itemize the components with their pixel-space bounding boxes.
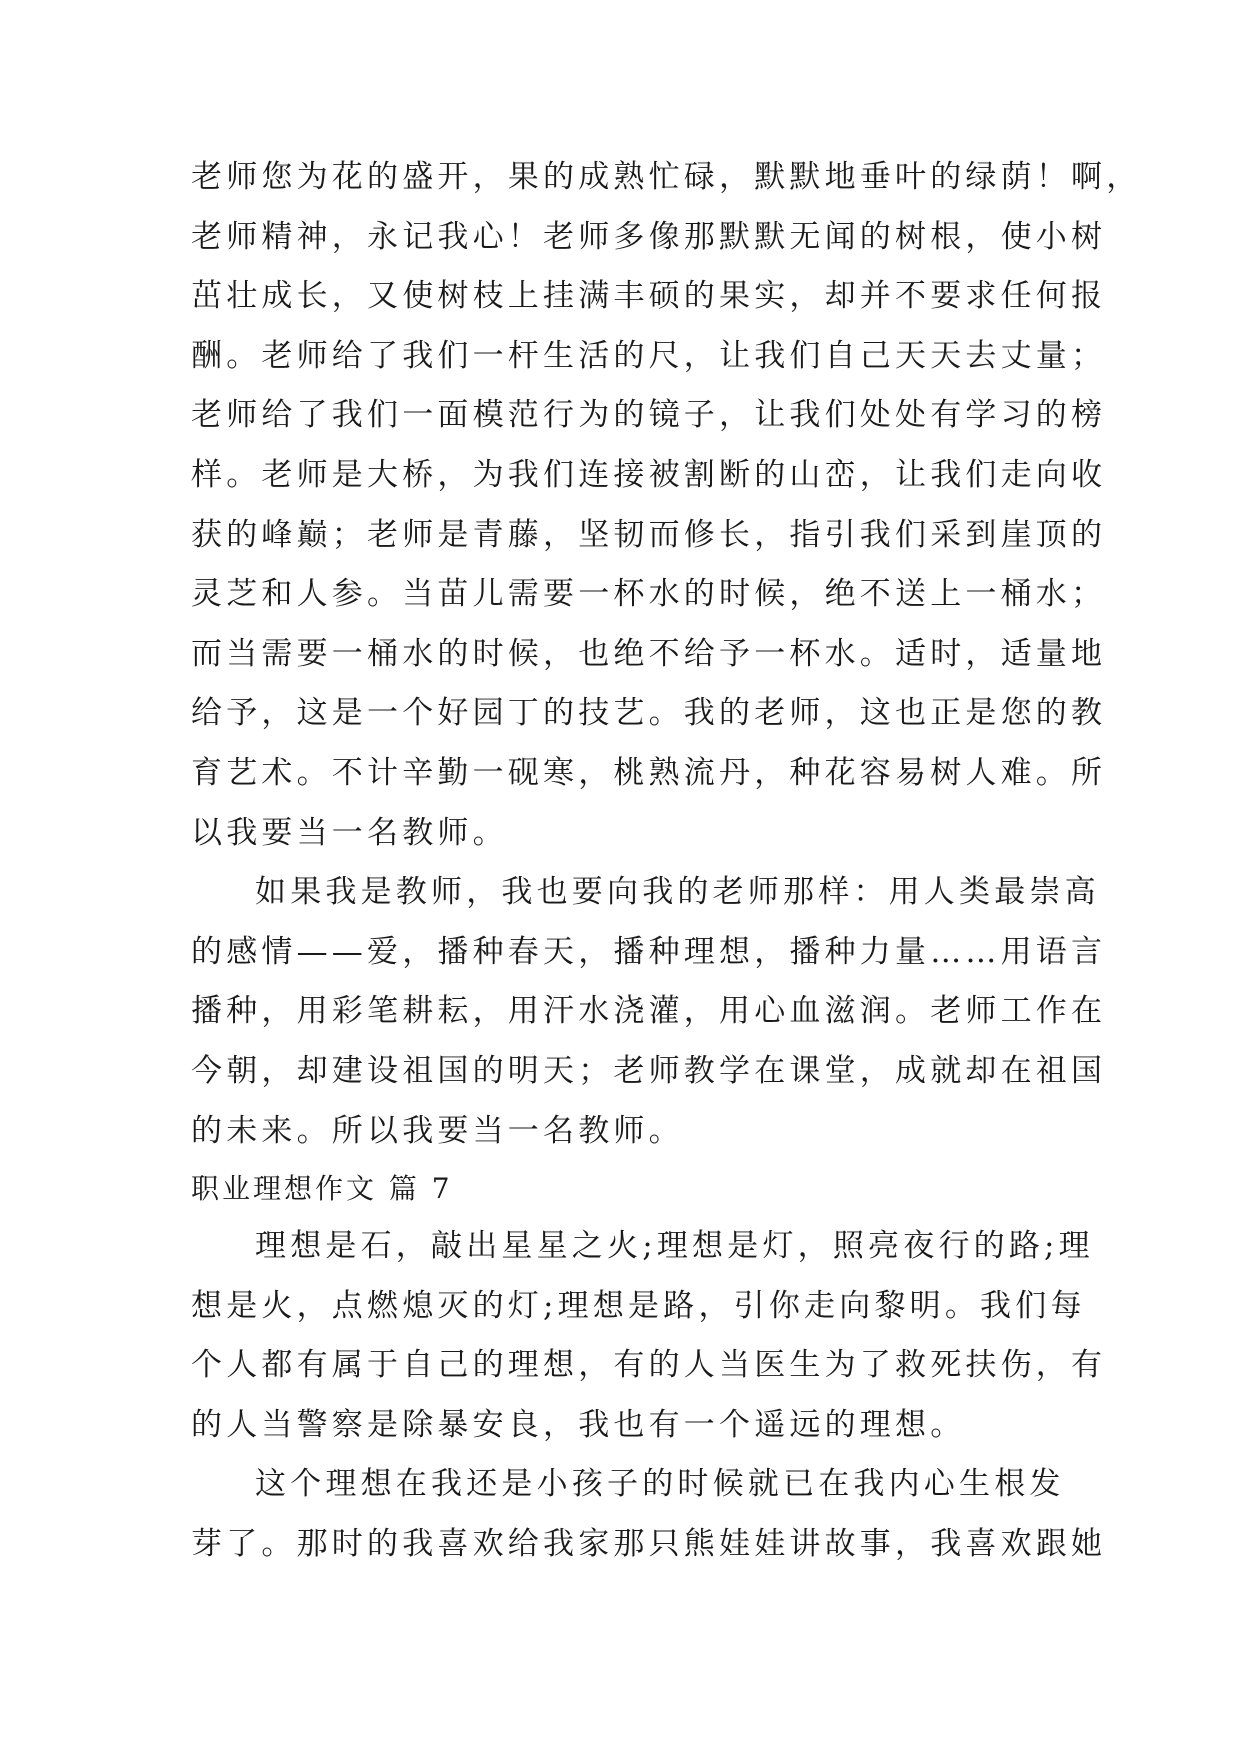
- text-line: 的未来。所以我要当一名教师。: [191, 1112, 684, 1149]
- text-line: 茁壮成长，又使树枝上挂满丰硕的果实，却并不要求任何报: [191, 278, 1107, 315]
- text-line: 获的峰巅；老师是青藤，坚韧而修长，指引我们采到崖顶的: [191, 516, 1107, 553]
- text-line: 以我要当一名教师。: [191, 814, 508, 851]
- paragraph: [191, 148, 1142, 863]
- text-line: 样。老师是大桥，为我们连接被割断的山峦，让我们走向收: [191, 456, 1107, 493]
- text-line: 个人都有属于自己的理想，有的人当医生为了救死扶伤，有: [191, 1347, 1107, 1384]
- text-line: 如果我是教师，我也要向我的老师那样：用人类最崇高: [255, 874, 1100, 911]
- text-line: 芽了。那时的我喜欢给我家那只熊娃娃讲故事，我喜欢跟她: [191, 1526, 1107, 1563]
- section-heading: 职业理想作文 篇 7: [191, 1172, 453, 1206]
- paragraph: [191, 863, 1107, 1161]
- text-line: 老师您为花的盛开，果的成熟忙碌，默默地垂叶的绿荫！啊，: [191, 159, 1142, 195]
- text-line: 的人当警察是除暴安良，我也有一个遥远的理想。: [191, 1406, 966, 1443]
- text-line: 理想是石，敲出星星之火;理想是灯，照亮夜行的路;理: [255, 1228, 1094, 1265]
- text-line: 酬。老师给了我们一杆生活的尺，让我们自己天天去丈量；: [191, 337, 1107, 374]
- document-body: [191, 148, 1142, 1575]
- text-line: 播种，用彩笔耕耘，用汗水浇灌，用心血滋润。老师工作在: [191, 993, 1107, 1030]
- text-line: 灵芝和人参。当苗儿需要一杯水的时候，绝不送上一桶水；: [191, 576, 1107, 613]
- text-line: 育艺术。不计辛勤一砚寒，桃熟流丹，种花容易树人难。所: [191, 754, 1107, 791]
- paragraph: [191, 1455, 1107, 1574]
- text-line: 给予，这是一个好园丁的技艺。我的老师，这也正是您的教: [191, 695, 1107, 732]
- text-line: 老师给了我们一面模范行为的镜子，让我们处处有学习的榜: [191, 397, 1107, 434]
- paragraph: [191, 1217, 1107, 1455]
- text-line: 的感情——爱，播种春天，播种理想，播种力量……用语言: [191, 933, 1107, 970]
- text-line: 想是火，点燃熄灭的灯;理想是路，引你走向黎明。我们每: [191, 1287, 1086, 1324]
- text-line: 这个理想在我还是小孩子的时候就已在我内心生根发: [255, 1466, 1065, 1503]
- text-line: 今朝，却建设祖国的明天；老师教学在课堂，成就却在祖国: [191, 1052, 1107, 1089]
- text-line: 而当需要一桶水的时候，也绝不给予一杯水。适时，适量地: [191, 635, 1107, 672]
- text-line: 老师精神，永记我心！老师多像那默默无闻的树根，使小树: [191, 218, 1107, 255]
